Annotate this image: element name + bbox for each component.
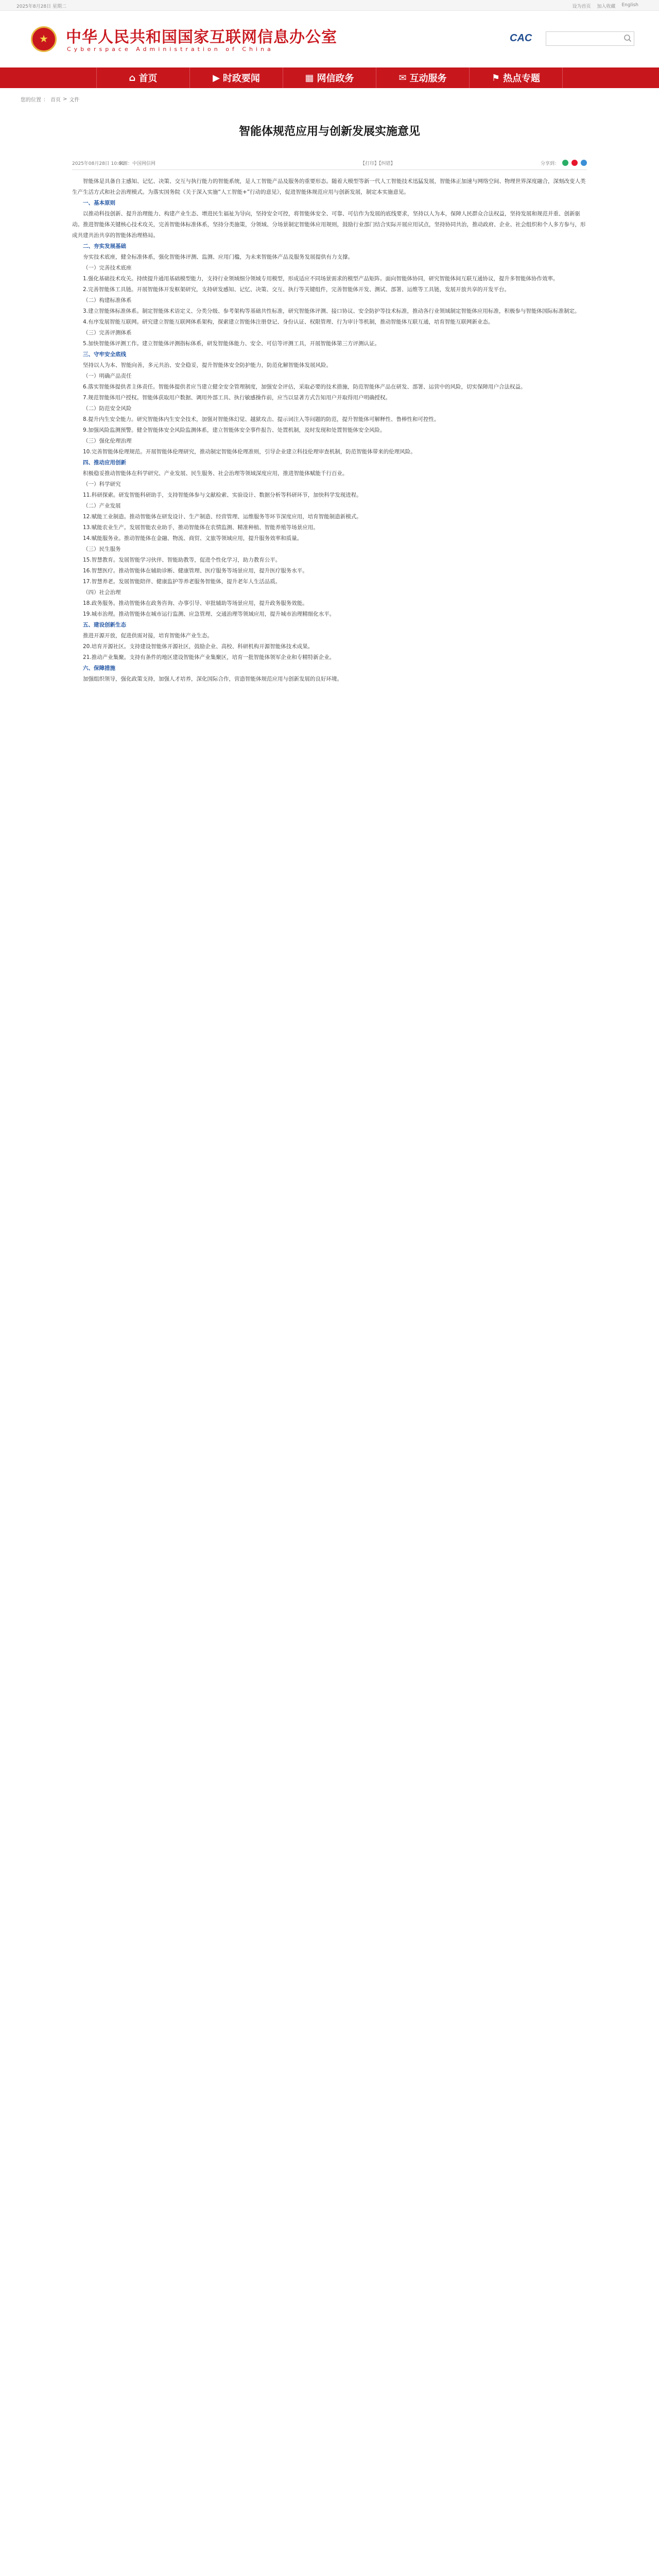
paragraph: 20.培育开源社区。支持建设智能体开源社区，鼓励企业、高校、科研机构开源智能体技术成果。 (83, 643, 314, 650)
search-box (546, 31, 634, 46)
paragraph: 13.赋能农业生产。发展智能农业助手，推动智能体在农情监测、精准种植、智能养殖等场景应用。 (83, 524, 319, 531)
main-nav (0, 67, 659, 88)
nav-item-affairs[interactable] (283, 67, 376, 88)
paragraph: 17.智慧养老。发展智能陪伴、健康监护等养老服务智能体，提升老年人生活品质。 (83, 579, 281, 585)
paragraph: 15.智慧教育。发展智能学习伙伴、智能助教等，促进个性化学习，助力教育公平。 (83, 557, 281, 563)
paragraph: 8.提升内生安全能力。研究智能体内生安全技术，加强对智能体幻觉、越狱攻击、提示词注入等问题的防范，提升智能体可解释性、鲁棒性和可控性。 (83, 416, 440, 422)
subsection-heading: （二）防范安全风险 (83, 405, 132, 412)
section-heading: 三、守牢安全底线 (83, 351, 126, 358)
paragraph: 5.加快智能体评测工作。建立智能体评测指标体系，研发智能体能力、安全、可信等评测工具，开展智能体第三方评测认证。 (83, 341, 380, 347)
home-icon: ⌂ (129, 72, 136, 83)
english-link[interactable]: English (621, 3, 638, 8)
article-meta (72, 159, 587, 170)
paragraph: 加强组织领导，强化政策支持，加强人才培养，深化国际合作，营造智能体规范应用与创新发展的良好环境。 (83, 676, 342, 682)
subsection-heading: （一）完善技术底座 (83, 265, 132, 271)
chat-icon: ✉ (398, 72, 407, 83)
megaphone-icon: ▶ (213, 72, 220, 83)
nav-label: 互动服务 (409, 73, 447, 84)
building-icon: ▦ (305, 72, 314, 83)
paragraph: 坚持以人为本、智能向善，多元共治、安全稳妥，提升智能体安全防护能力，防范化解智能体发展风险。 (83, 362, 332, 368)
article (72, 123, 587, 685)
subsection-heading: （三）完善评测体系 (83, 330, 132, 336)
article-source: 来源：中国网信网 (118, 161, 156, 166)
nav-item-home[interactable] (96, 67, 190, 88)
nav-label: 网信政务 (317, 73, 354, 84)
paragraph: 1.强化基础技术攻关。持续提升通用基础模型能力，支持行业领域细分领域专用模型，形成适应不同场景需求的模型产品矩阵。面向智能体协同，研究智能体间互联互通协议，提升多智能体协作效率。 (83, 276, 559, 282)
paragraph: 18.政务服务。推动智能体在政务咨询、办事引导、审批辅助等场景应用，提升政务服务效能。 (83, 600, 308, 606)
qq-share-icon[interactable] (581, 160, 587, 166)
weibo-share-icon[interactable] (571, 160, 578, 166)
breadcrumb-prefix: 您的位置 (21, 97, 41, 103)
paragraph: 以推动科技创新、提升治理能力、构建产业生态、增进民生福祉为导向，坚持安全可控，将智能体安全、可靠、可信作为发展的底线要求，坚持以人为本，保障人民群众合法权益，坚持发展和规范并重、创新驱动。推进智能体关键核心技术攻关，完善智能体标准体系，坚持分类施策，分领域、分场景制定智能体应用规则，鼓励行业部门结合实际开展应用试点，坚持协同共治，推动政府、企业、社会组织和个人多方参与，形成共建共治共享的智能体治理格局。 (72, 211, 586, 239)
paragraph: 12.赋能工业制造。推动智能体在研发设计、生产制造、经营管理、运维服务等环节深度应用，培育智能制造新模式。 (83, 514, 362, 520)
subsection-heading: （三）民生服务 (83, 546, 121, 552)
article-body (72, 176, 587, 685)
paragraph: 21.推动产业集聚。支持有条件的地区建设智能体产业集聚区，培育一批智能体领军企业和专精特新企业。 (83, 654, 335, 660)
nav-item-interaction[interactable] (376, 67, 470, 88)
paragraph: 16.智慧医疗。推动智能体在辅助诊断、健康管理、医疗服务等场景应用，提升医疗服务水平。 (83, 568, 308, 574)
paragraph: 19.城市治理。推动智能体在城市运行监测、应急管理、交通治理等领域应用，提升城市治理精细化水平。 (83, 611, 335, 617)
breadcrumb-home[interactable]: 首页 (50, 97, 61, 103)
paragraph: 3.建立智能体标准体系。制定智能体术语定义、分类分级、参考架构等基础共性标准，研究智能体评测、接口协议、安全防护等技术标准，推动各行业领域制定智能体应用标准，积极参与智能体国际标准制定。 (83, 308, 580, 314)
breadcrumb-category[interactable]: 文件 (69, 97, 80, 103)
add-favorite-link[interactable]: 加入收藏 (597, 4, 616, 9)
paragraph: 2.完善智能体工具链。开展智能体开发框架研究，支持研发感知、记忆、决策、交互、执行等关键组件，完善智能体开发、测试、部署、运维等工具链，发展开放共享的开发平台。 (83, 286, 510, 293)
subsection-heading: （二）构建标准体系 (83, 297, 132, 303)
site-header (0, 11, 659, 67)
share-bar (541, 160, 587, 166)
topbar (0, 0, 659, 11)
wechat-share-icon[interactable] (562, 160, 568, 166)
set-homepage-link[interactable]: 设为首页 (572, 4, 591, 9)
breadcrumb: 您的位置 ： 首页 > 文件 (21, 96, 80, 103)
site-title[interactable]: 中华人民共和国国家互联网信息办公室 (66, 28, 337, 46)
flag-icon: ⚑ (491, 72, 500, 83)
paragraph: 积极稳妥推动智能体在科学研究、产业发展、民生服务、社会治理等领域深度应用，推进智能体赋能千行百业。 (83, 470, 348, 477)
paragraph: 14.赋能服务业。推动智能体在金融、物流、商贸、文旅等领域应用，提升服务效率和质量。 (83, 535, 303, 541)
paragraph: 夯实技术底座，健全标准体系，强化智能体评测、监测、应用门槛，为未来智能体产品及服务发展提供有力支撑。 (83, 254, 353, 260)
paragraph: 11.科研探索。研发智能科研助手，支持智能体参与文献检索、实验设计、数据分析等科研环节，加快科学发现进程。 (83, 492, 362, 498)
section-heading: 一、基本原则 (83, 200, 115, 206)
nav-label: 首页 (138, 73, 158, 84)
share-label: 分享到： (540, 161, 559, 166)
paragraph: 6.落实智能体提供者主体责任。智能体提供者应当建立健全安全管理制度，加强安全评估，采取必要的技术措施，防范智能体产品在研发、部署、运营中的风险，切实保障用户合法权益。 (83, 384, 526, 390)
nav-item-topics[interactable] (470, 67, 563, 88)
nav-item-news[interactable] (190, 67, 283, 88)
paragraph: 4.有序发展智能互联网。研究建立智能互联网体系架构，探索建立智能体注册登记、身份认证、权限管理、行为审计等机制，推动智能体互联互通，培育智能互联网新业态。 (83, 319, 494, 325)
cac-logo: CAC (510, 32, 532, 44)
topbar-date: 2025年8月28日 星期二 (16, 4, 66, 9)
section-heading: 六、保障措施 (83, 665, 115, 671)
topbar-links (572, 3, 638, 9)
subsection-heading: （四）社会治理 (83, 589, 121, 596)
subsection-heading: （一）科学研究 (83, 481, 121, 487)
site-subtitle: Cyberspace Administration of China (67, 46, 274, 53)
nav-label: 热点专题 (503, 73, 541, 84)
paragraph: 9.加强风险监测预警。健全智能体安全风险监测体系，建立智能体安全事件报告、处置机制，及时发现和处置智能体安全风险。 (83, 427, 386, 433)
section-heading: 五、建设创新生态 (83, 622, 126, 628)
search-input[interactable] (546, 32, 625, 45)
article-title: 智能体规范应用与创新发展实施意见 (238, 125, 420, 138)
section-heading: 四、推动应用创新 (83, 460, 126, 466)
article-date: 2025年08月28日 10:00 (72, 161, 125, 166)
paragraph: 10.完善智能体伦理规范。开展智能体伦理研究，推动制定智能体伦理准则，引导企业建立科技伦理审查机制，防范智能体带来的伦理风险。 (83, 449, 416, 455)
section-heading: 二、夯实发展基础 (83, 243, 126, 249)
nav-label: 时政要闻 (222, 73, 260, 84)
national-emblem-icon (31, 26, 57, 52)
subsection-heading: （三）强化伦理治理 (83, 438, 132, 444)
subsection-heading: （二）产业发展 (83, 503, 121, 509)
search-icon[interactable] (623, 34, 632, 42)
paragraph: 7.规范智能体用户授权。智能体获取用户数据、调用外部工具、执行敏感操作前，应当以显著方式告知用户并取得用户明确授权。 (83, 395, 391, 401)
paragraph: 智能体是具备自主感知、记忆、决策、交互与执行能力的智能系统，是人工智能产品及服务的重要形态。随着大模型等新一代人工智能技术迅猛发展，智能体正加速与网络空间、物理世界深度融合，深刻改变人类生产生活方式和社会治理模式。为落实国务院《关于深入实施“人工智能+”行动的意见》，促进智能体规范应用与创新发展，制定本实施意见。 (72, 178, 586, 195)
subsection-heading: （一）明确产品责任 (83, 373, 132, 379)
print-correct-links[interactable]: 【打印】【纠错】 (360, 161, 395, 166)
paragraph: 推进开源开放，促进供需对接，培育智能体产业生态。 (83, 633, 213, 639)
